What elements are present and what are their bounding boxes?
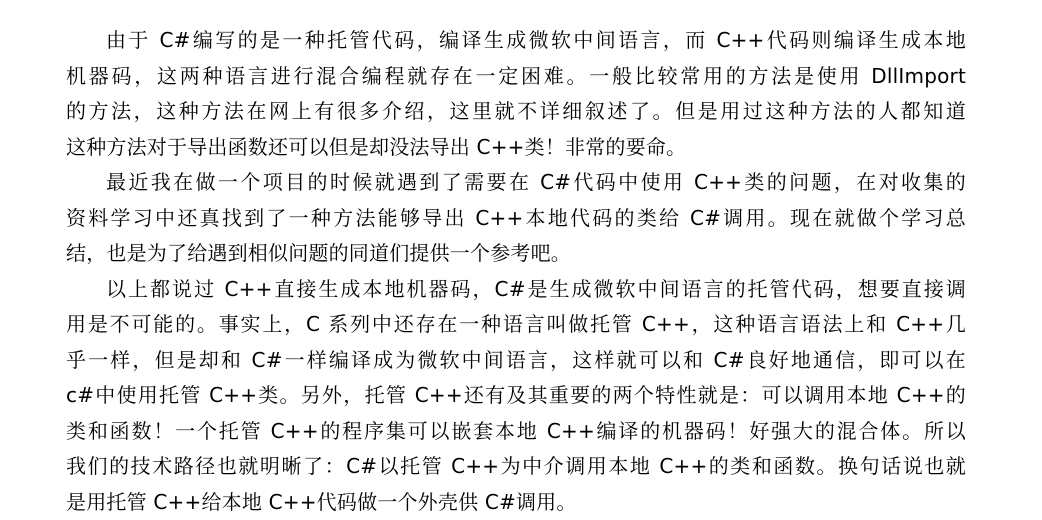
text-line: 由于 C#编写的是一种托管代码，编译生成微软中间语言，而 C++代码则编译生成本地 [66,23,966,59]
paragraph-1 [66,23,966,165]
text-line: 以上都说过 C++直接生成本地机器码，C#是生成微软中间语言的托管代码，想要直接调 [66,272,966,308]
text-line: 我们的技术路径也就明晰了：C#以托管 C++为中介调用本地 C++的类和函数。换句话说也就 [66,449,966,485]
document-body [66,23,966,520]
text-line: 的方法，这种方法在网上有很多介绍，这里就不详细叙述了。但是用过这种方法的人都知道 [66,94,966,130]
text-line: 用是不可能的。事实上，C 系列中还存在一种语言叫做托管 C++，这种语言语法上和 C++几 [66,307,966,343]
text-line: 机器码，这两种语言进行混合编程就存在一定困难。一般比较常用的方法是使用 DllImport [66,59,966,95]
paragraph-3 [66,272,966,520]
text-line: 资料学习中还真找到了一种方法能够导出 C++本地代码的类给 C#调用。现在就做个学习总 [66,201,966,237]
text-line: 类和函数！一个托管 C++的程序集可以嵌套本地 C++编译的机器码！好强大的混合体。所以 [66,414,966,450]
text-line: 是用托管 C++给本地 C++代码做一个外壳供 C#调用。 [66,485,966,520]
paragraph-2 [66,165,966,272]
text-line: c#中使用托管 C++类。另外，托管 C++还有及其重要的两个特性就是：可以调用本地 C++的 [66,378,966,414]
text-line: 结，也是为了给遇到相似问题的同道们提供一个参考吧。 [66,236,966,272]
text-line: 最近我在做一个项目的时候就遇到了需要在 C#代码中使用 C++类的问题，在对收集的 [66,165,966,201]
text-line: 乎一样，但是却和 C#一样编译成为微软中间语言，这样就可以和 C#良好地通信，即可以在 [66,343,966,379]
text-line: 这种方法对于导出函数还可以但是却没法导出 C++类！非常的要命。 [66,130,966,166]
